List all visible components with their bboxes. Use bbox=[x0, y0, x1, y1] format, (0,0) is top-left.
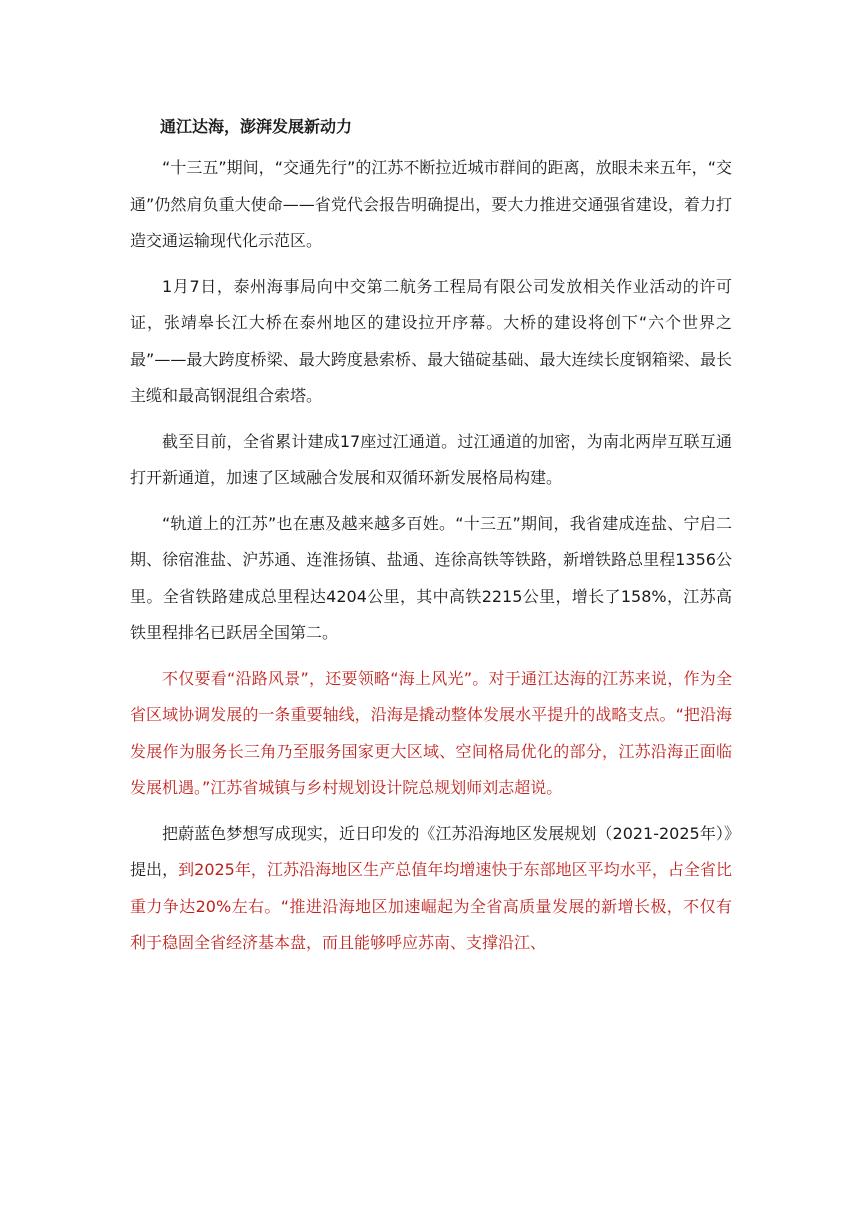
paragraph-3: 截至目前，全省累计建成17座过江通道。过江通道的加密，为南北两岸互联互通打开新通道，加速了区域融合发展和双循环新发展格局构建。 bbox=[130, 431, 732, 487]
section-heading: 通江达海，澎湃发展新动力 bbox=[160, 117, 353, 136]
paragraph-6-intro: 把蔚蓝色梦想写成现实，近日印发的《江苏沿海地区发展规划（2021-2025年）》提出， bbox=[130, 823, 732, 879]
paragraph-1: “十三五”期间，“交通先行”的江苏不断拉近城市群间的距离，放眼未来五年，“交通”仍然肩负重大使命——省党代会报告明确提出，要大力推进交通强省建设，着力打造交通运输现代化示范区。 bbox=[130, 158, 732, 250]
paragraph-2: 1月7日，泰州海事局向中交第二航务工程局有限公司发放相关作业活动的许可证，张靖皋长江大桥在泰州地区的建设拉开序幕。大桥的建设将创下“六个世界之最”——最大跨度桥梁、最大跨度悬索桥、最大锚碇基础、最大连续长度钢箱梁、最长主缆和最高钢混组合索塔。 bbox=[130, 276, 732, 405]
paragraph-6-highlighted: 到2025年，江苏沿海地区生产总值年均增速快于东部地区平均水平，占全省比重力争达20%左右。“推进沿海地区加速崛起为全省高质量发展的新增长极，不仅有利于稳固全省经济基本盘，而且能够呼应苏南、支撑沿江、 bbox=[130, 860, 732, 952]
paragraph-6 bbox=[130, 816, 732, 962]
paragraph-4: “轨道上的江苏”也在惠及越来越多百姓。“十三五”期间，我省建成连盐、宁启二期、徐宿淮盐、沪苏通、连淮扬镇、盐通、连徐高铁等铁路，新增铁路总里程1356公里。全省铁路建成总里程达4204公里，其中高铁2215公里，增长了158%，江苏高铁里程排名已跃居全国第二。 bbox=[130, 513, 732, 642]
paragraph-5-highlighted: 不仅要看“沿路风景”，还要领略“海上风光”。对于通江达海的江苏来说，作为全省区域协调发展的一条重要轴线，沿海是撬动整体发展水平提升的战略支点。“把沿海发展作为服务长三角乃至服务国家更大区域、空间格局优化的部分，江苏沿海正面临发展机遇。”江苏省城镇与乡村规划设计院总规划师刘志超说。 bbox=[130, 668, 732, 797]
